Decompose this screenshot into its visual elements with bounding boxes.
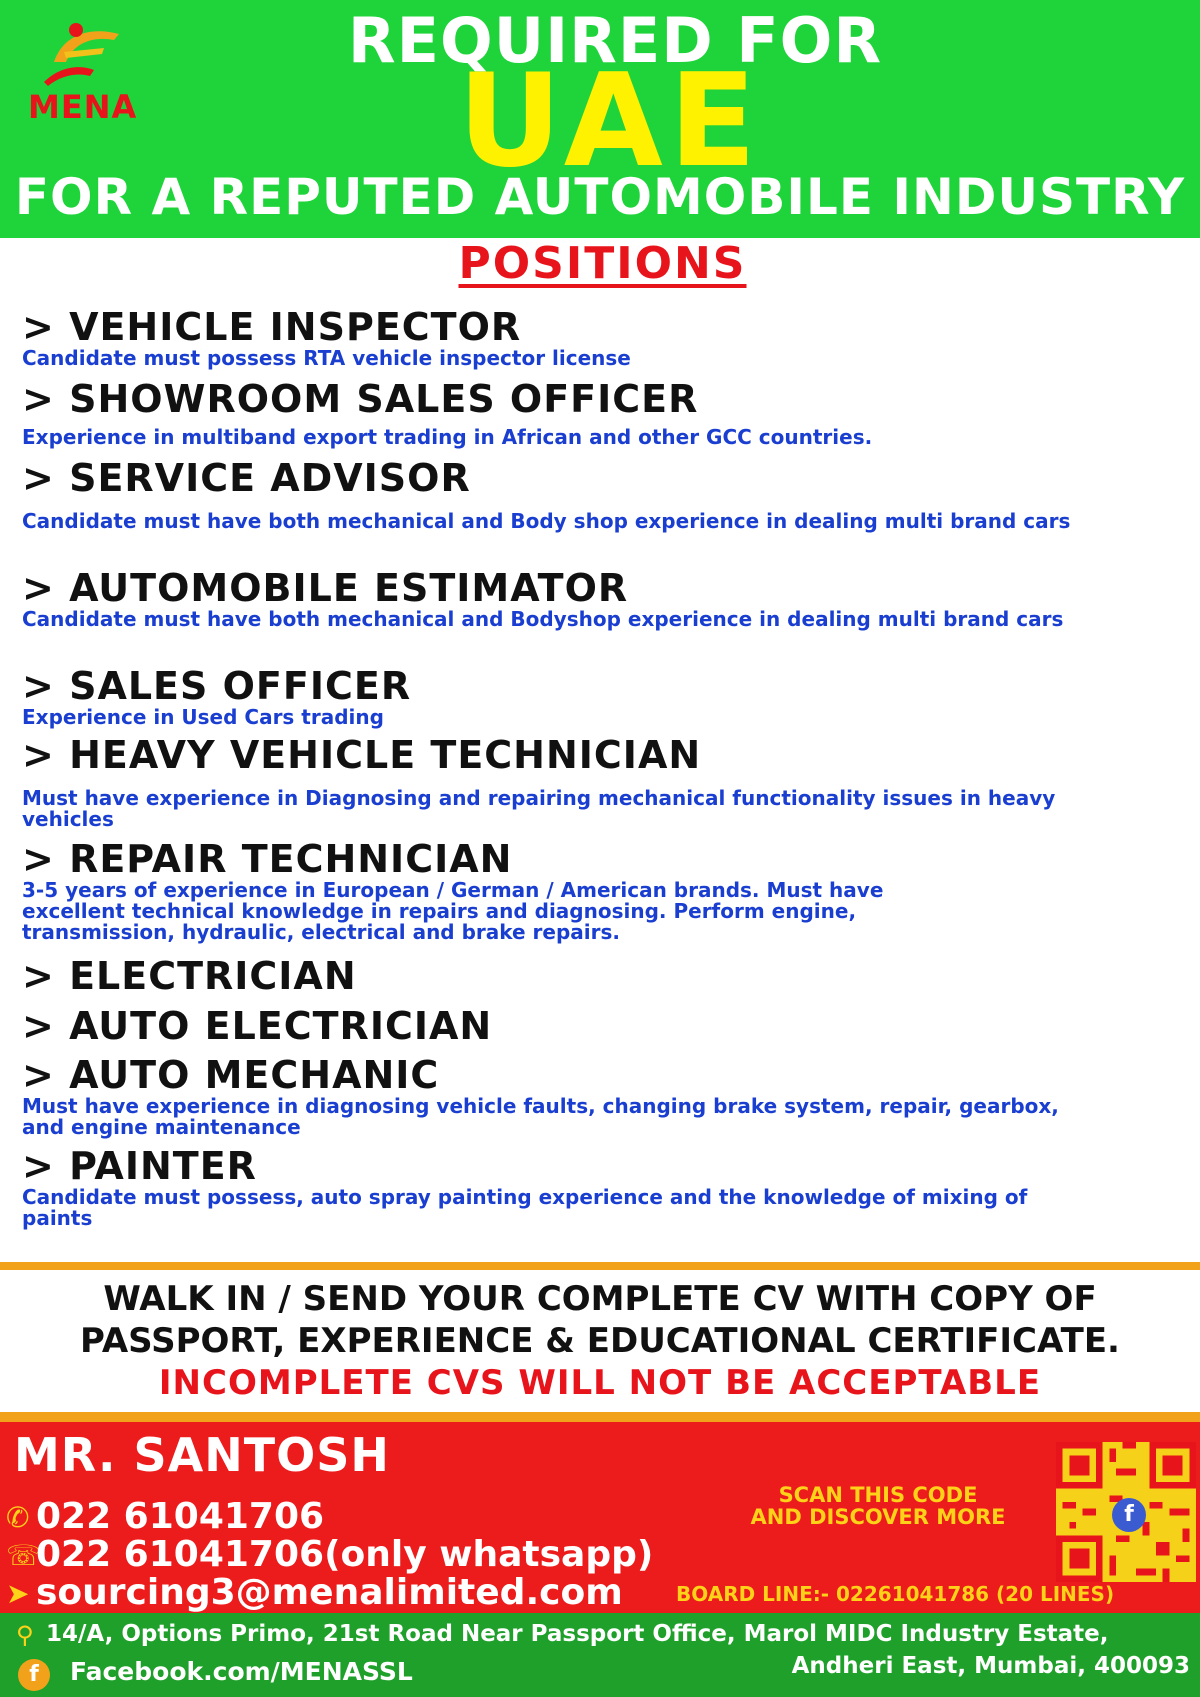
whatsapp-icon: ☏ — [6, 1539, 42, 1572]
job-item — [22, 1145, 1192, 1229]
email-address: sourcing3@menalimited.com — [36, 1572, 623, 1613]
job-title: > SHOWROOM SALES OFFICER — [22, 377, 699, 421]
address-line-2: Andheri East, Mumbai, 400093 — [791, 1653, 1190, 1679]
phone-icon: ✆ — [6, 1501, 30, 1534]
job-title: > AUTO MECHANIC — [22, 1053, 440, 1097]
job-item — [22, 734, 1192, 830]
scan-line-2: AND DISCOVER MORE — [750, 1505, 1006, 1529]
country-heading: UAE — [457, 47, 763, 196]
required-for-heading: REQUIRED FOR — [347, 4, 883, 77]
qr-code[interactable] — [1056, 1442, 1196, 1582]
job-description: Candidate must possess, auto spray painting experience and the knowledge of mixing of paints — [22, 1185, 1028, 1230]
application-instructions — [0, 1278, 1200, 1404]
instruction-line-2: PASSPORT, EXPERIENCE & EDUCATIONAL CERTIFICATE. — [80, 1321, 1120, 1361]
job-item — [22, 665, 1192, 728]
job-description: Candidate must have both mechanical and Bodyshop experience in dealing multi brand cars — [22, 607, 1064, 631]
phone-row[interactable] — [6, 1498, 324, 1537]
instruction-line-1: WALK IN / SEND YOUR COMPLETE CV WITH COPY OF — [103, 1279, 1097, 1319]
job-title: > ELECTRICIAN — [22, 954, 357, 998]
job-title: > HEAVY VEHICLE TECHNICIAN — [22, 733, 702, 777]
email-row[interactable] — [6, 1574, 623, 1613]
logo-text: MENA — [28, 88, 138, 126]
facebook-badge-icon: f — [1112, 1498, 1146, 1532]
job-item — [22, 838, 1192, 943]
job-description: Experience in Used Cars trading — [22, 705, 384, 729]
industry-heading: FOR A REPUTED AUTOMOBILE INDUSTRY — [14, 168, 1186, 226]
job-item — [22, 378, 1192, 448]
address-line-1: 14/A, Options Primo, 21st Road Near Passport Office, Marol MIDC Industry Estate, — [46, 1621, 1109, 1647]
facebook-icon: f — [18, 1659, 50, 1691]
scan-line-1: SCAN THIS CODE — [778, 1483, 978, 1507]
contact-name: MR. SANTOSH — [14, 1428, 390, 1482]
job-title: > SALES OFFICER — [22, 664, 412, 708]
header-banner — [0, 0, 1200, 238]
job-title: > AUTO ELECTRICIAN — [22, 1004, 493, 1048]
job-description: Candidate must possess RTA vehicle inspector license — [22, 346, 631, 370]
positions-title: POSITIONS — [458, 238, 747, 289]
job-description: Must have experience in diagnosing vehicle faults, changing brake system, repair, gearbox, and engine maintenance — [22, 1094, 1059, 1139]
job-item — [22, 306, 1192, 369]
footer-bar — [0, 1613, 1200, 1697]
job-description: 3-5 years of experience in European / German / American brands. Must have excellent technical knowledge in repairs and diagnosing. Perform engine, transmission, hydraulic, electrical and brake repairs. — [22, 878, 884, 944]
phone-number: 022 61041706 — [36, 1496, 325, 1537]
job-title: > PAINTER — [22, 1144, 257, 1188]
job-description: Candidate must have both mechanical and Body shop experience in dealing multi brand cars — [22, 509, 1071, 533]
whatsapp-number: 022 61041706(only whatsapp) — [36, 1534, 654, 1575]
job-description: Must have experience in Diagnosing and repairing mechanical functionality issues in heavy vehicles — [22, 786, 1056, 831]
job-item — [22, 1005, 1192, 1047]
job-title: > VEHICLE INSPECTOR — [22, 305, 522, 349]
job-item — [22, 1054, 1192, 1138]
divider-top — [0, 1262, 1200, 1270]
location-pin-icon: ⚲ — [16, 1621, 34, 1649]
send-icon: ➤ — [6, 1577, 30, 1610]
job-description: Experience in multiband export trading in African and other GCC countries. — [22, 425, 873, 449]
job-title: > AUTOMOBILE ESTIMATOR — [22, 566, 629, 610]
contact-panel — [0, 1422, 1200, 1613]
scan-caption — [718, 1484, 1038, 1528]
instruction-warning: INCOMPLETE CVS WILL NOT BE ACCEPTABLE — [158, 1363, 1042, 1403]
job-title: > REPAIR TECHNICIAN — [22, 837, 513, 881]
whatsapp-row[interactable] — [6, 1536, 653, 1575]
job-item — [22, 567, 1192, 630]
facebook-link[interactable]: Facebook.com/MENASSL — [70, 1657, 413, 1686]
job-item — [22, 457, 1192, 532]
job-item — [22, 955, 1192, 997]
board-line: BOARD LINE:- 02261041786 (20 LINES) — [676, 1582, 1115, 1606]
job-title: > SERVICE ADVISOR — [22, 456, 471, 500]
divider-bottom — [0, 1412, 1200, 1422]
